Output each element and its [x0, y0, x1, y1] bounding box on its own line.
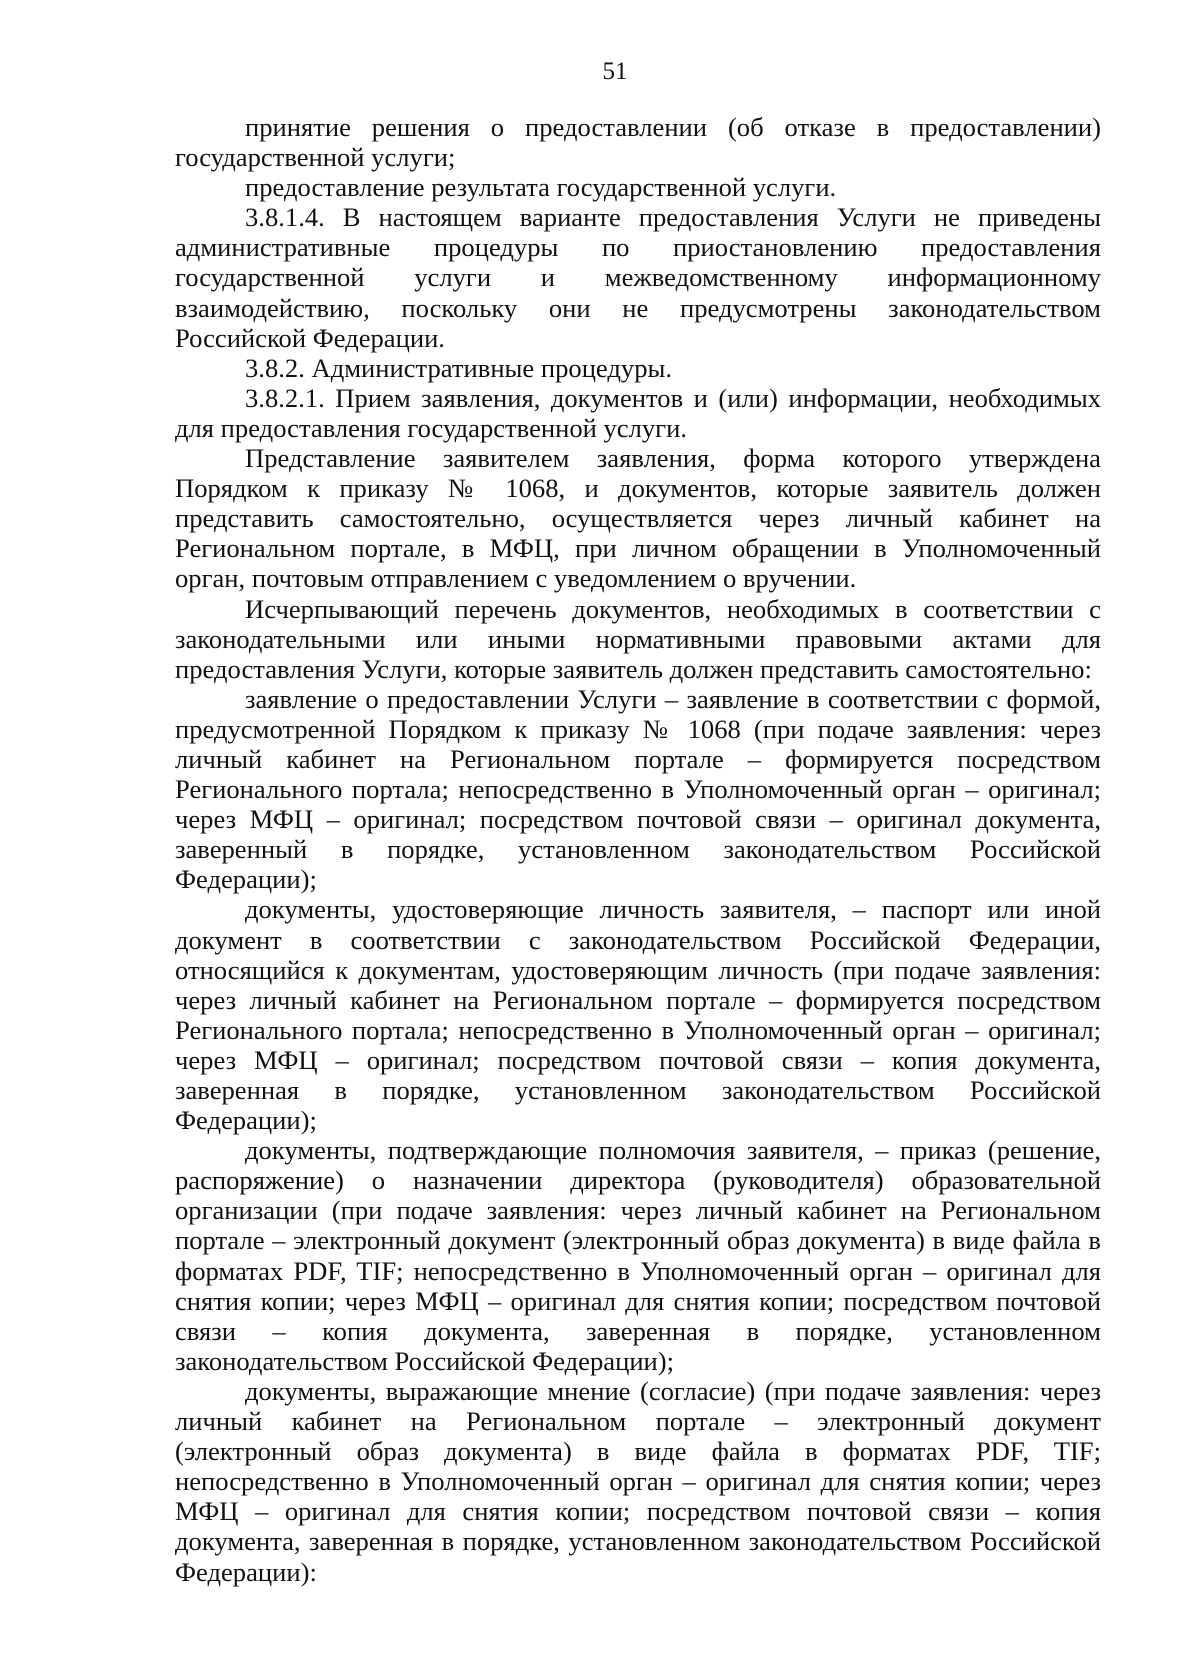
- paragraph: 3.8.2. Административные процедуры.: [245, 352, 673, 383]
- paragraph: документы, удостоверяющие личность заявителя, – паспорт или иной документ в соответствии с законодательством Российской Федерации, относящийся к документам, удостоверяющим личность (при подаче заявления: через личный кабинет на Региональном портале – формируется посредством Регионального портала; непосредственно в Уполномоченный орган – оригинал; через МФЦ – оригинал; посредством почтовой связи – копия документа, заверенная в порядке, установленном законодательством Российской Федерации);: [175, 894, 1101, 1136]
- paragraph: документы, выражающие мнение (согласие) (при подаче заявления: через личный кабинет на Региональном портале – электронный документ (электронный образ документа) в виде файла в форматах PDF, TIF; непосредственно в Уполномоченный орган – оригинал для снятия копии; через МФЦ – оригинал для снятия копии; посредством почтовой связи – копия документа, заверенная в порядке, установленном законодательством Российской Федерации):: [175, 1375, 1101, 1587]
- page-number: 51: [602, 58, 628, 85]
- paragraph: принятие решения о предоставлении (об отказе в предоставлении) государственной услуги;: [175, 112, 1101, 173]
- paragraph: 3.8.1.4. В настоящем варианте предоставления Услуги не приведены административные процедуры по приостановлению предоставления государственной услуги и межведомственному информационному взаимодействию, поскольку они не предусмотрены законодательством Российской Федерации.: [175, 202, 1101, 353]
- paragraph: заявление о предоставлении Услуги – заявление в соответствии с формой, предусмотренной Порядком к приказу № 1068 (при подаче заявления: через личный кабинет на Региональном портале – формируется посредством Регионального портала; непосредственно в Уполномоченный орган – оригинал; через МФЦ – оригинал; посредством почтовой связи – оригинал документа, заверенный в порядке, установленном законодательством Российской Федерации);: [175, 683, 1101, 895]
- paragraph: предоставление результата государственной услуги.: [245, 172, 837, 203]
- paragraph: 3.8.2.1. Прием заявления, документов и (или) информации, необходимых для предоставления государственной услуги.: [175, 382, 1101, 443]
- paragraph: Представление заявителем заявления, форма которого утверждена Порядком к приказу № 1068, и документов, которые заявитель должен представить самостоятельно, осуществляется через личный кабинет на Региональном портале, в МФЦ, при личном обращении в Уполномоченный орган, почтовым отправлением с уведомлением о вручении.: [175, 443, 1101, 594]
- document-body: [175, 112, 1101, 1587]
- paragraph: Исчерпывающий перечень документов, необходимых в соответствии с законодательными или иными нормативными правовыми актами для предоставления Услуги, которые заявитель должен представить самостоятельно:: [175, 593, 1101, 684]
- paragraph: документы, подтверждающие полномочия заявителя, – приказ (решение, распоряжение) о назначении директора (руководителя) образовательной организации (при подаче заявления: через личный кабинет на Региональном портале – электронный документ (электронный образ документа) в виде файла в форматах PDF, TIF; непосредственно в Уполномоченный орган – оригинал для снятия копии; через МФЦ – оригинал для снятия копии; посредством почтовой связи – копия документа, заверенная в порядке, установленном законодательством Российской Федерации);: [175, 1135, 1101, 1376]
